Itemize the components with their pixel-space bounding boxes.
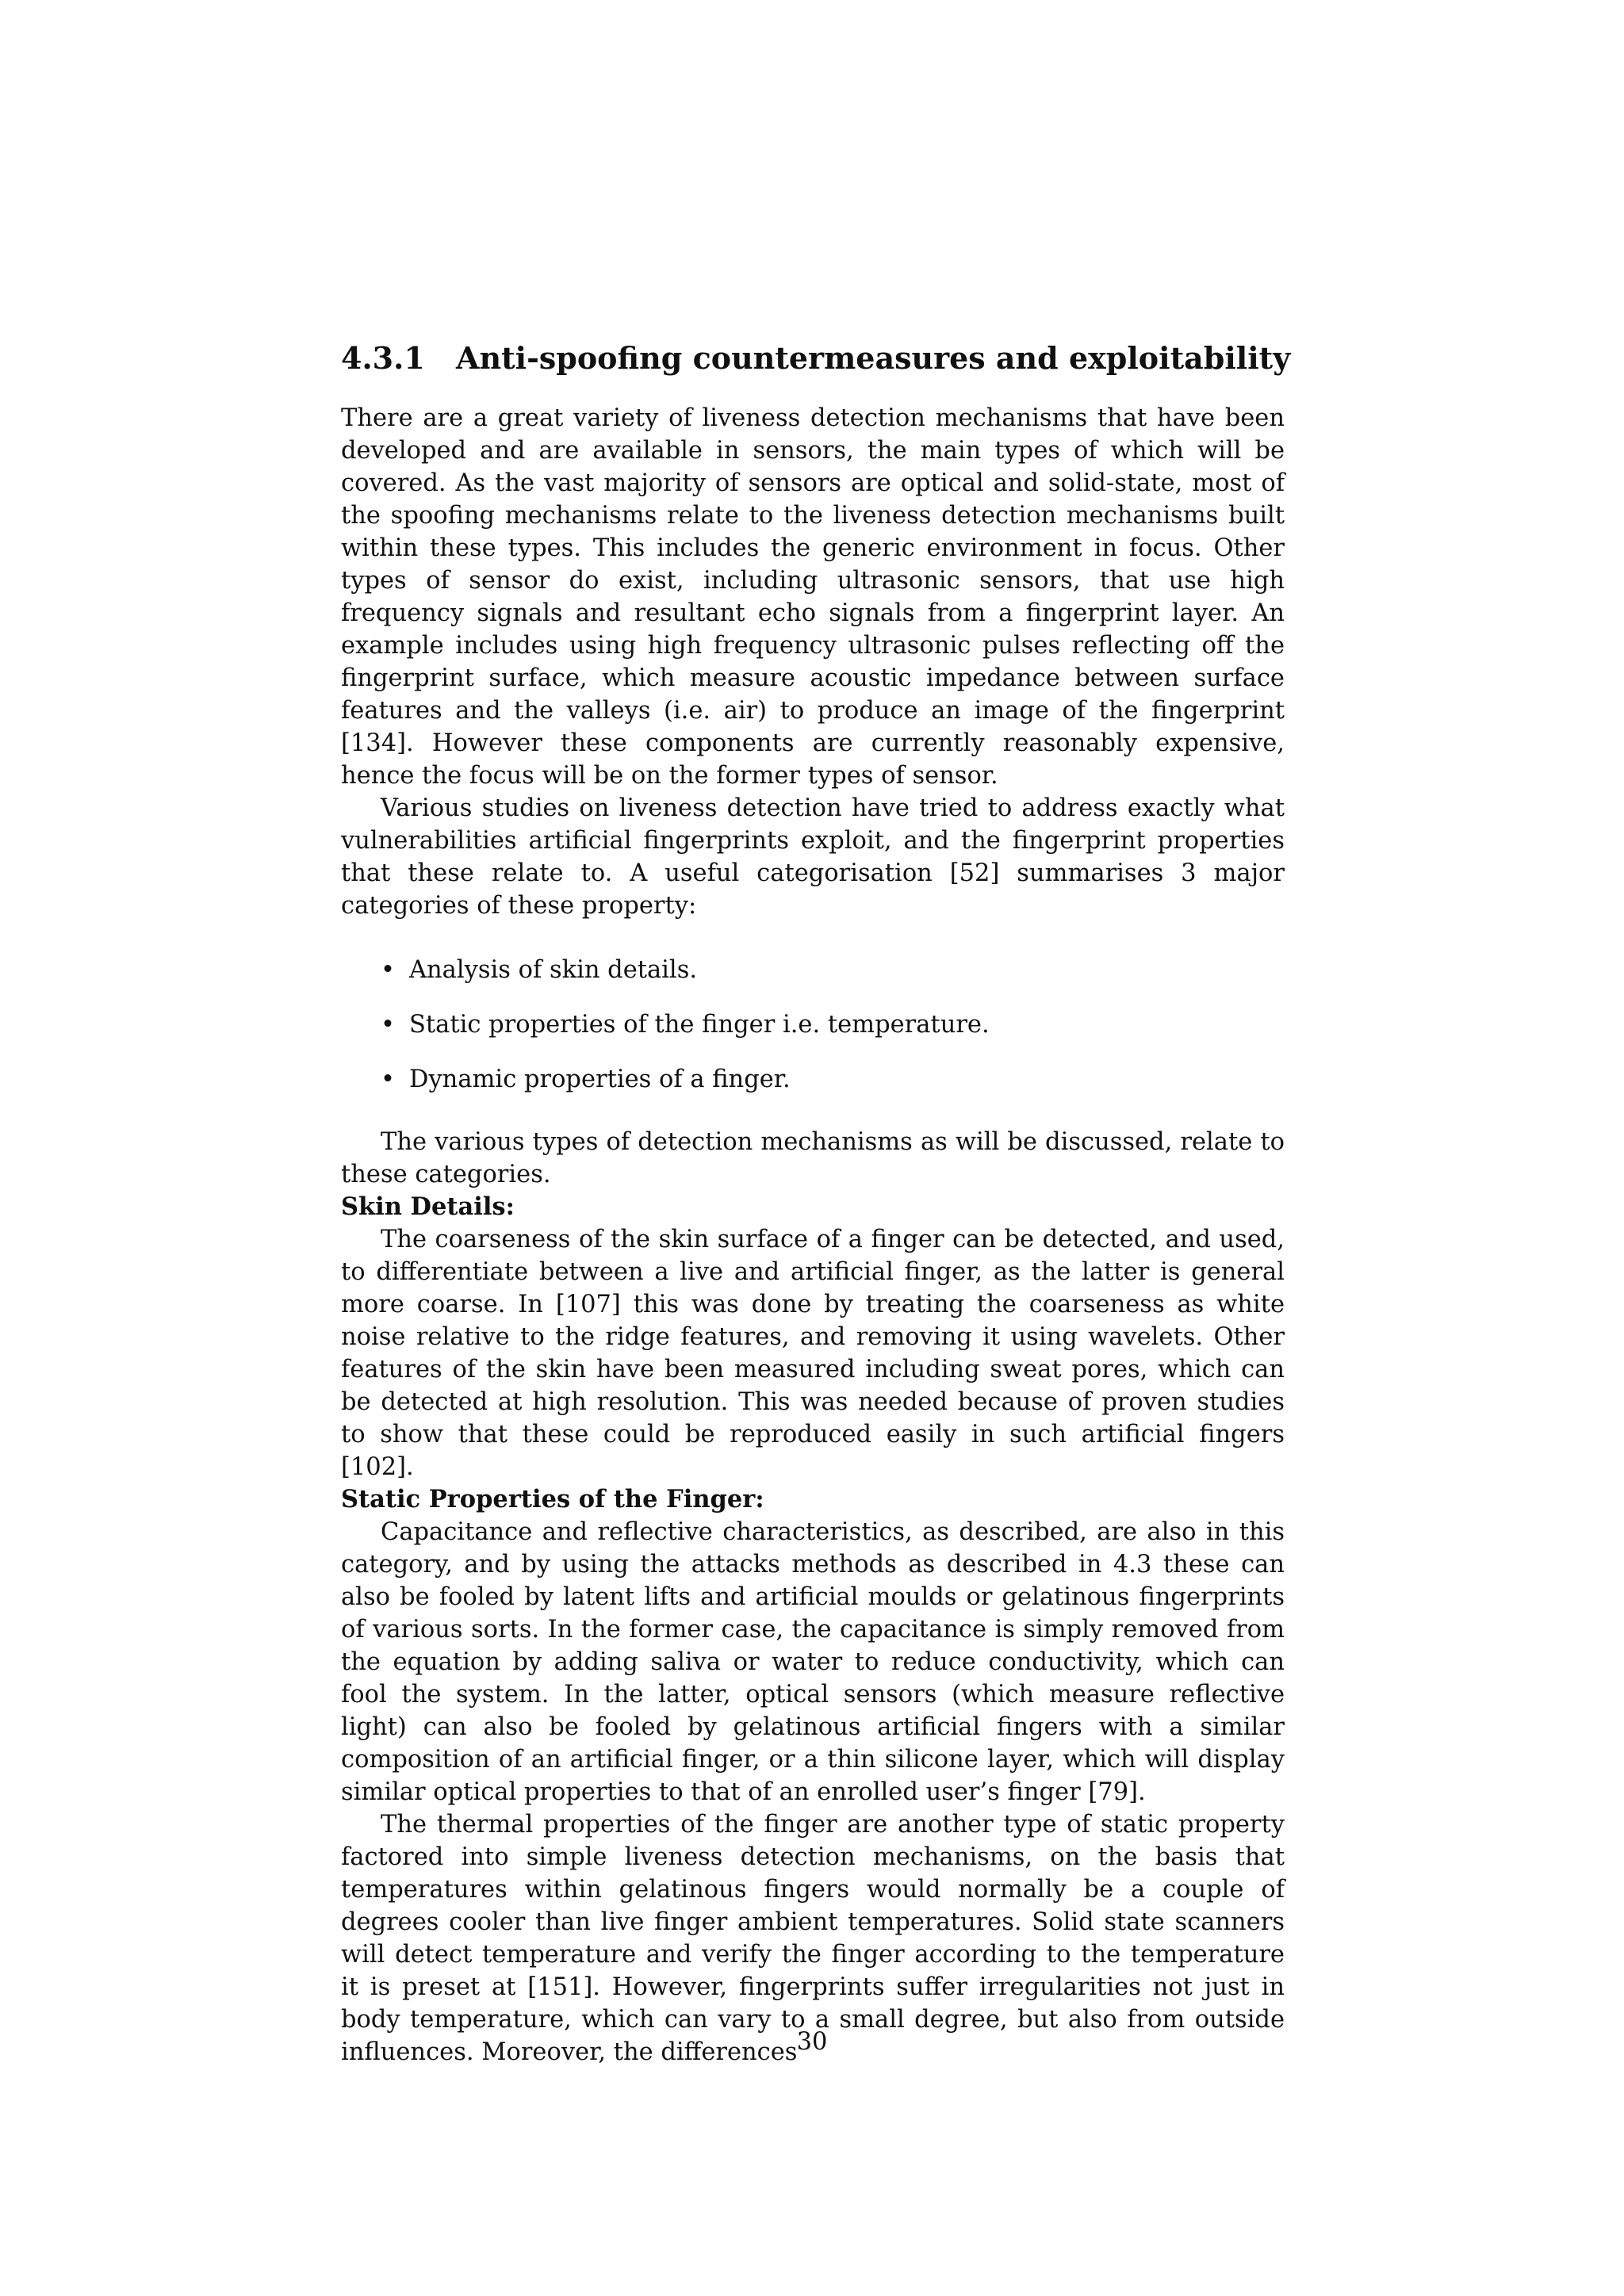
list-item-text: Static properties of the finger i.e. temperature.: [409, 1011, 990, 1039]
page-number: 30: [796, 2028, 828, 2056]
section-heading: [341, 337, 1291, 380]
list-item: [381, 1008, 1285, 1041]
list-item: [381, 954, 1285, 986]
page-content: [341, 337, 1291, 2068]
list-item-text: Analysis of skin details.: [409, 956, 698, 984]
list-item: [381, 1063, 1285, 1096]
section-number: 4.3.1: [341, 340, 425, 376]
paragraph-categorisation: Various studies on liveness detection have tried to address exactly what vulnerabilities artificial fingerprints exploit, and the fingerprint properties that these relate to. A useful categorisation [52] summarises 3 major categories of these property:: [341, 794, 1285, 920]
paragraph-intro: There are a great variety of liveness detection mechanisms that have been developed and are available in sensors, the main types of which will be covered. As the vast majority of sensors are optical and solid-state, most of the spoofing mechanisms relate to the liveness detection mechanisms built within these types. This includes the generic environment in focus. Other types of sensor do exist, including ultrasonic sensors, that use high frequency signals and resultant echo signals from a fingerprint layer. An example includes using high frequency ultrasonic pulses reflecting off the fingerprint surface, which measure acoustic impedance between surface features and the valleys (i.e. air) to produce an image of the fingerprint [134]. However these components are currently reasonably expensive, hence the focus will be on the former types of sensor.: [341, 404, 1285, 790]
paragraph-skin-details: The coarseness of the skin surface of a finger can be detected, and used, to differentiate between a live and artificial finger, as the latter is general more coarse. In [107] this was done by treating the coarseness as white noise relative to the ridge features, and removing it using wavelets. Other features of the skin have been measured including sweat pores, which can be detected at high resolution. This was needed because of proven studies to show that these could be reproduced easily in such artificial fingers [102].: [341, 1226, 1285, 1481]
bullet-marker: •: [381, 1066, 395, 1093]
subheading-static-properties: Static Properties of the Finger:: [341, 1485, 764, 1513]
section-title: Anti-spoofing countermeasures and exploitability: [456, 340, 1291, 376]
paragraph-capacitance: Capacitance and reflective characteristics, as described, are also in this category, and by using the attacks methods as described in 4.3 these can also be fooled by latent lifts and artificial moulds or gelatinous fingerprints of various sorts. In the former case, the capacitance is simply removed from the equation by adding saliva or water to reduce conductivity, which can fool the system. In the latter, optical sensors (which measure reflective light) can also be fooled by gelatinous artificial fingers with a similar composition of an artificial finger, or a thin silicone layer, which will display similar optical properties to that of an enrolled user’s finger [79].: [341, 1518, 1285, 1806]
subheading-skin-details: Skin Details:: [341, 1192, 515, 1221]
bullet-marker: •: [381, 1011, 395, 1039]
bullet-list: [341, 954, 1285, 1096]
paragraph-thermal: The thermal properties of the finger are another type of static property factored into simple liveness detection mechanisms, on the basis that temperatures within gelatinous fingers would normally be a couple of degrees cooler than live finger ambient temperatures. Solid state scanners will detect temperature and verify the finger according to the temperature it is preset at [151]. However, fingerprints suffer irregularities not just in body temperature, which can vary to a small degree, but also from outside influences. Moreover, the differences: [341, 1811, 1285, 2066]
list-item-text: Dynamic properties of a finger.: [409, 1066, 791, 1093]
paragraph-categories: The various types of detection mechanisms as will be discussed, relate to these categories.: [341, 1128, 1285, 1188]
body-text: [341, 402, 1285, 2068]
bullet-marker: •: [381, 956, 395, 984]
